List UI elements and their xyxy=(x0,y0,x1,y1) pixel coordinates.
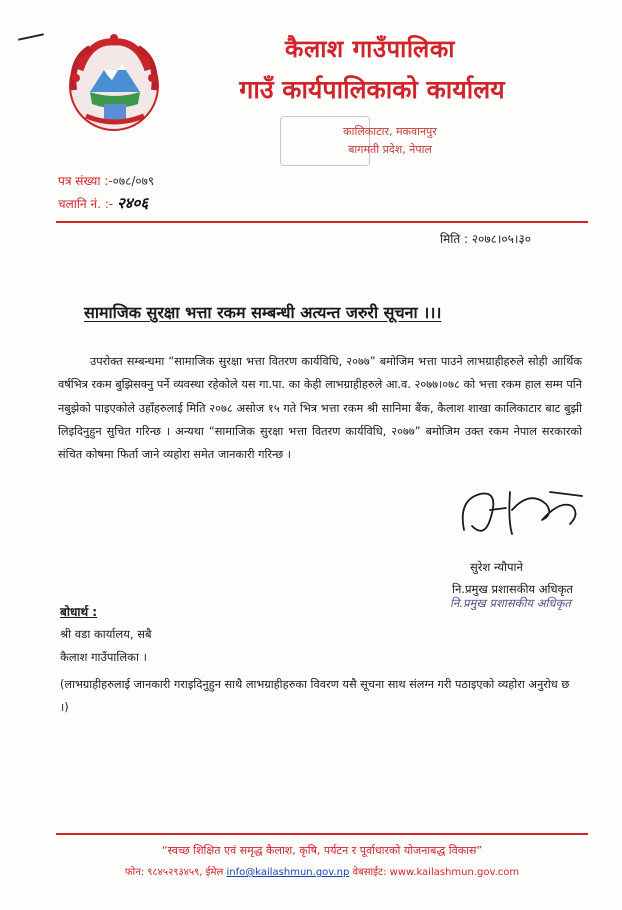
reference-value: ०७८/०७९ xyxy=(112,174,155,188)
org-name: कैलाश गाउँपालिका xyxy=(285,35,455,63)
date-value: २०७८।०५।३० xyxy=(471,232,531,246)
distribution-item: कैलाश गाउँपालिका । xyxy=(60,650,147,664)
address-line-2: बागमती प्रदेश, नेपाल xyxy=(348,143,432,156)
distribution-heading: बोधार्थ : xyxy=(60,605,98,619)
phone-number: ९८४५२९३४५९, xyxy=(147,867,203,878)
dispatch-label: चलानि नं. :- xyxy=(58,197,114,211)
footer-motto: “स्वच्छ शिक्षित एवं समृद्ध कैलाश, कृषि, पर्यटन र पूर्वाधारको योजनाबद्ध विकास” xyxy=(161,844,483,857)
reference-number xyxy=(58,172,154,189)
letter-date xyxy=(440,230,531,247)
email-link[interactable]: info@kailashmun.gov.np xyxy=(226,867,350,878)
signer-seal: नि.प्रमुख प्रशासकीय अधिकृत xyxy=(450,596,571,610)
website-label: वेबसाईट: xyxy=(352,867,387,878)
website-link[interactable]: www.kailashmun.gov.com xyxy=(389,867,520,878)
distribution-note: (लाभग्राहीहरुलाई जानकारी गराइदिनुहुन साथै लाभग्राहीहरुका विवरण यसै सूचना साथ संलग्न गरी पठाइएको व्यहोरा अनुरोध छ ।) xyxy=(60,678,570,714)
header-divider xyxy=(56,221,588,223)
margin-pen-mark xyxy=(18,33,44,40)
notice-body: उपरोक्त सम्बन्धमा “सामाजिक सुरक्षा भत्ता वितरण कार्यविधि, २०७७” बमोजिम भत्ता पाउने लाभग्राहीहरुले सोही आर्थिक वर्षभित्र रकम बुझिसक्नु पर्ने व्यवस्था रहेकोले यस गा.पा. का केही लाभग्राहीहरुले आ.व. २०७७।०७८ को भत्ता रकम हाल सम्म पनि नबुझेको पाइएकोले उहाँहरुलाई मिति २०७८ असोज १५ गते भित्र भत्ता रकम श्री सानिमा बैंक, कैलाश शाखा कालिकाटार बाट बुझी लिइदिनुहुन सुचित गरिन्छ । अन्यथा “सामाजिक सुरक्षा भत्ता वितरण कार्यविधि, २०७७” बमोजिम उक्त रकम नेपाल सरकारको संचित कोषमा फिर्ता जाने व्यहोरा समेत जानकारी गरिन्छ । xyxy=(58,355,582,462)
address-line-1: कालिकाटार, मकवानपुर xyxy=(343,125,437,138)
reference-label: पत्र संख्या :- xyxy=(58,174,113,188)
nepal-emblem-icon xyxy=(60,30,168,140)
signature-image xyxy=(450,480,590,550)
phone-label: फोन: xyxy=(124,867,145,878)
signer-name: सुरेश न्यौपाने xyxy=(470,560,523,574)
footer-contact xyxy=(60,864,584,878)
distribution-item: श्री वडा कार्यालय, सबै xyxy=(60,627,152,641)
signer-title: नि.प्रमुख प्रशासकीय अधिकृत xyxy=(452,582,573,596)
date-label: मिति : xyxy=(440,232,469,246)
office-name: गाउँ कार्यपालिकाको कार्यालय xyxy=(239,75,505,104)
dispatch-value: २४०६ xyxy=(116,194,149,212)
notice-subject: सामाजिक सुरक्षा भत्ता रकम सम्बन्धी अत्यन्त जरुरी सूचना ।।। xyxy=(84,303,442,322)
dispatch-number xyxy=(58,193,148,213)
footer-divider xyxy=(56,833,588,835)
email-label: ईमेल xyxy=(205,867,224,878)
